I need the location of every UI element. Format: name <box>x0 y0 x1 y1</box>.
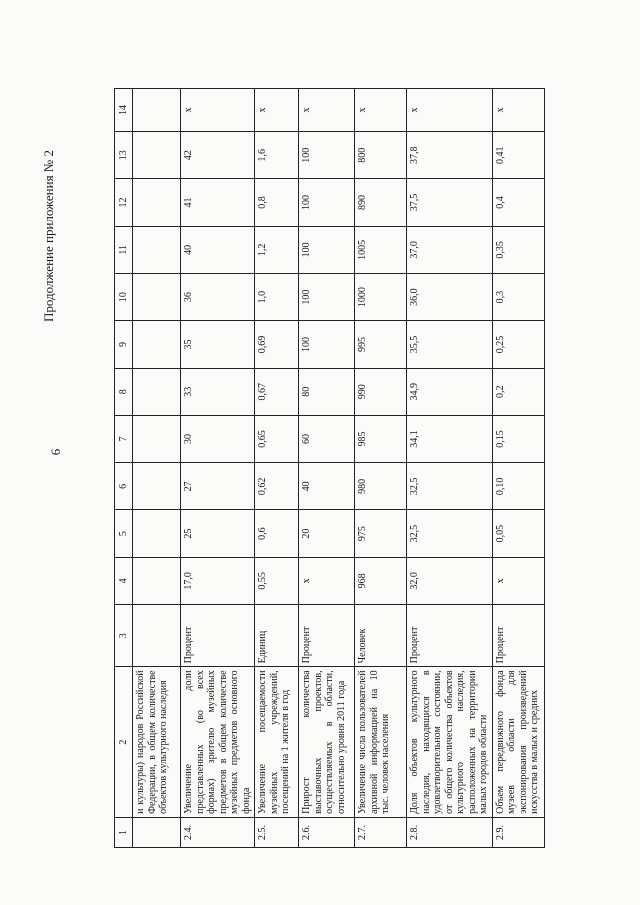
year-value: 27 <box>181 463 255 510</box>
year-value <box>133 415 181 462</box>
year-value: 1005 <box>355 226 407 273</box>
row-number: 2.9. <box>492 817 544 847</box>
year-value: 985 <box>355 415 407 462</box>
year-value: 40 <box>299 463 355 510</box>
year-value: 17,0 <box>181 557 255 604</box>
unit-of-measure <box>133 605 181 667</box>
year-value: 1,0 <box>255 273 299 320</box>
year-value: 0,67 <box>255 368 299 415</box>
year-value: х <box>299 557 355 604</box>
column-header: 10 <box>115 273 133 320</box>
row-number: 2.8. <box>407 817 493 847</box>
appendix-title: Продолжение приложения № 2 <box>41 150 56 322</box>
unit-of-measure: Единиц <box>255 605 299 667</box>
year-value: 0,25 <box>492 321 544 368</box>
year-value: 1,2 <box>255 226 299 273</box>
unit-of-measure: Процент <box>299 605 355 667</box>
final-value: х <box>407 89 493 132</box>
year-value: 35 <box>181 321 255 368</box>
year-value: 32,0 <box>407 557 493 604</box>
year-value: 36,0 <box>407 273 493 320</box>
year-value: 41 <box>181 179 255 226</box>
year-value: 1,6 <box>255 132 299 179</box>
final-value: х <box>299 89 355 132</box>
year-value: 36 <box>181 273 255 320</box>
year-value <box>133 463 181 510</box>
indicator-description: Доля объектов культурного наследия, находящихся в удовлетворительном состоянии, от общего количества объектов культурного наследия, расположенных на территории малых городов области <box>407 667 493 818</box>
final-value <box>133 89 181 132</box>
column-header: 11 <box>115 226 133 273</box>
column-header: 9 <box>115 321 133 368</box>
row-number: 2.4. <box>181 817 255 847</box>
year-value: 0,2 <box>492 368 544 415</box>
column-header: 4 <box>115 557 133 604</box>
table-container <box>114 88 540 848</box>
table-row <box>181 89 255 848</box>
indicator-description: Увеличение посещаемости музейных учреждений, посещений на 1 жителя в год <box>255 667 299 818</box>
year-value: 37,8 <box>407 132 493 179</box>
year-value: 33 <box>181 368 255 415</box>
year-value: 800 <box>355 132 407 179</box>
header-row <box>115 89 133 848</box>
table-row <box>255 89 299 848</box>
year-value: 0,41 <box>492 132 544 179</box>
final-value: х <box>492 89 544 132</box>
year-value: 0,62 <box>255 463 299 510</box>
year-value: 100 <box>299 226 355 273</box>
year-value <box>133 557 181 604</box>
year-value: 60 <box>299 415 355 462</box>
year-value: х <box>492 557 544 604</box>
year-value: 32,5 <box>407 510 493 557</box>
year-value <box>133 510 181 557</box>
year-value: 0,10 <box>492 463 544 510</box>
table-row <box>299 89 355 848</box>
indicators-table <box>114 88 545 848</box>
column-header: 14 <box>115 89 133 132</box>
column-header: 8 <box>115 368 133 415</box>
year-value <box>133 321 181 368</box>
year-value: 20 <box>299 510 355 557</box>
year-value <box>133 179 181 226</box>
year-value: 32,5 <box>407 463 493 510</box>
column-header: 6 <box>115 463 133 510</box>
year-value <box>133 226 181 273</box>
year-value: 975 <box>355 510 407 557</box>
year-value: 25 <box>181 510 255 557</box>
table-row <box>355 89 407 848</box>
year-value: 968 <box>355 557 407 604</box>
unit-of-measure: Человек <box>355 605 407 667</box>
year-value: 40 <box>181 226 255 273</box>
row-number: 2.7. <box>355 817 407 847</box>
year-value: 100 <box>299 273 355 320</box>
year-value: 0,55 <box>255 557 299 604</box>
year-value: 0,8 <box>255 179 299 226</box>
table-row <box>492 89 544 848</box>
page-number: 6 <box>48 448 63 456</box>
final-value: х <box>255 89 299 132</box>
year-value: 980 <box>355 463 407 510</box>
year-value: 890 <box>355 179 407 226</box>
year-value: 0,15 <box>492 415 544 462</box>
year-value: 0,3 <box>492 273 544 320</box>
final-value: х <box>181 89 255 132</box>
year-value: 37,5 <box>407 179 493 226</box>
column-header: 2 <box>115 667 133 818</box>
year-value: 37,0 <box>407 226 493 273</box>
year-value <box>133 368 181 415</box>
year-value: 990 <box>355 368 407 415</box>
year-value: 100 <box>299 132 355 179</box>
year-value: 0,35 <box>492 226 544 273</box>
indicator-description: Увеличение доли представленных (во всех формах) зрителю музейных предметов в общем количестве музейных предметов основного фонда <box>181 667 255 818</box>
year-value: 80 <box>299 368 355 415</box>
column-header: 12 <box>115 179 133 226</box>
table-row <box>133 89 181 848</box>
unit-of-measure: Процент <box>492 605 544 667</box>
year-value: 34,1 <box>407 415 493 462</box>
column-header: 1 <box>115 817 133 847</box>
column-header: 13 <box>115 132 133 179</box>
year-value: 0,05 <box>492 510 544 557</box>
indicator-description: Объем передвижного фонда музеев области для экспонирования произведений искусства в малых и средних <box>492 667 544 818</box>
year-value: 0,4 <box>492 179 544 226</box>
row-number <box>133 817 181 847</box>
year-value: 100 <box>299 179 355 226</box>
indicator-description: и культуры) народов Российской Федерации, в общем количестве объектов культурного наследия <box>133 667 181 818</box>
table-row <box>407 89 493 848</box>
unit-of-measure: Процент <box>181 605 255 667</box>
unit-of-measure: Процент <box>407 605 493 667</box>
year-value: 0,6 <box>255 510 299 557</box>
year-value <box>133 273 181 320</box>
final-value: х <box>355 89 407 132</box>
year-value: 1000 <box>355 273 407 320</box>
year-value: 34,9 <box>407 368 493 415</box>
year-value: 995 <box>355 321 407 368</box>
year-value: 100 <box>299 321 355 368</box>
year-value: 35,5 <box>407 321 493 368</box>
year-value: 0,69 <box>255 321 299 368</box>
column-header: 5 <box>115 510 133 557</box>
row-number: 2.5. <box>255 817 299 847</box>
row-number: 2.6. <box>299 817 355 847</box>
year-value <box>133 132 181 179</box>
indicator-description: Увеличение числа пользователей архивной информацией на 10 тыс. человек населения <box>355 667 407 818</box>
column-header: 7 <box>115 415 133 462</box>
year-value: 30 <box>181 415 255 462</box>
year-value: 42 <box>181 132 255 179</box>
column-header: 3 <box>115 605 133 667</box>
year-value: 0,65 <box>255 415 299 462</box>
indicator-description: Прирост количества выставочных проектов, осуществляемых в области, относительно уровня 2011 года <box>299 667 355 818</box>
